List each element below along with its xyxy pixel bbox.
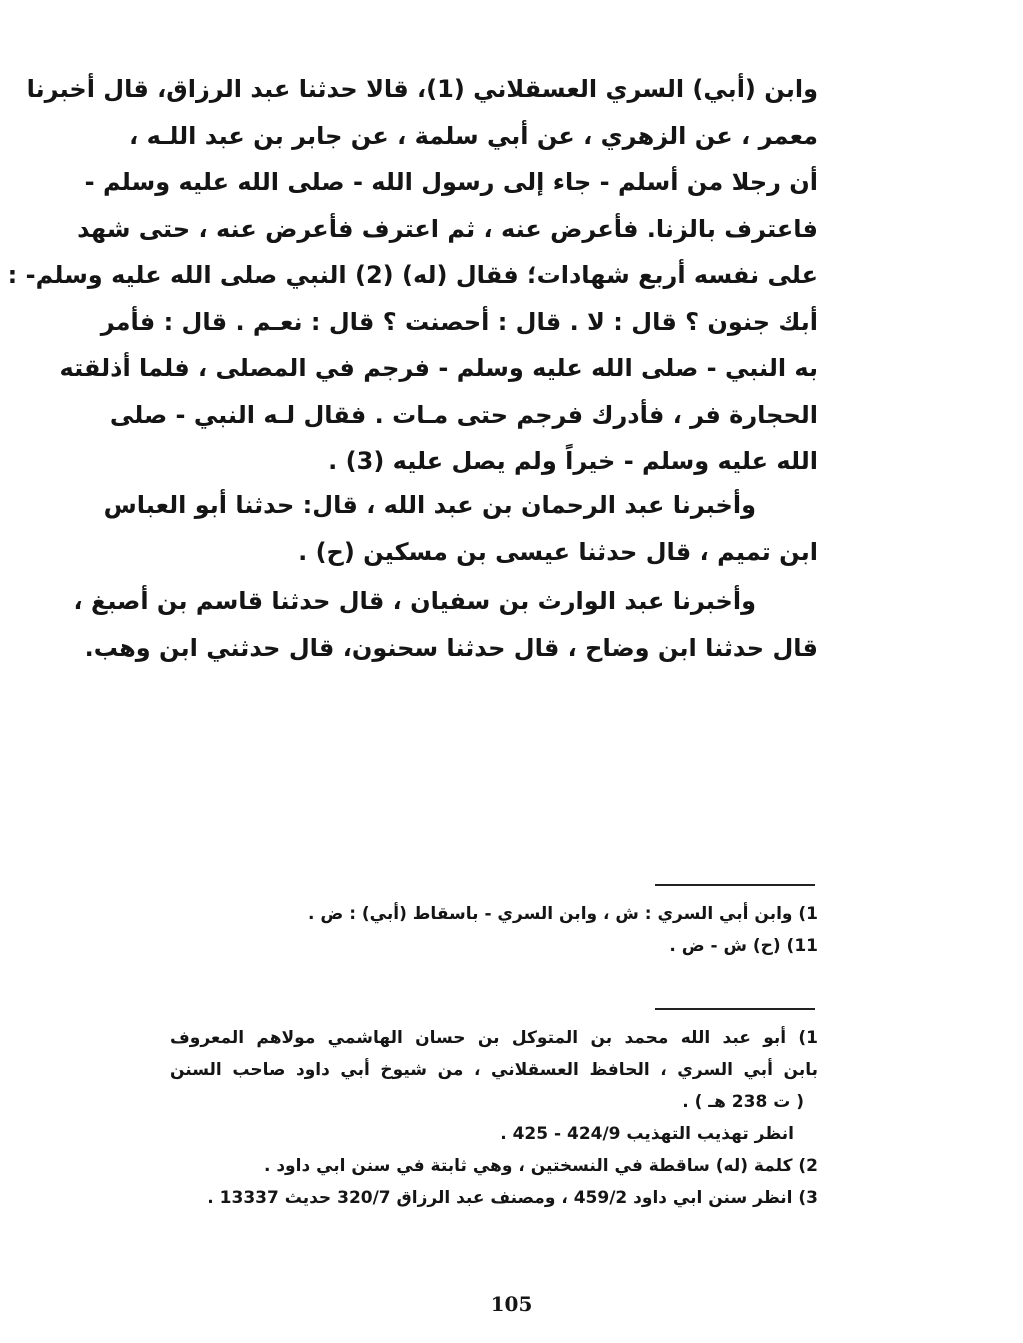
text-line: أبك جنون ؟ قال : لا . قال : أحصنت ؟ قال : نعـم . قال : فأمر xyxy=(100,307,818,336)
text-line: قال حدثنا ابن وضاح ، قال حدثنا سحنون، قال حدثني ابن وهب. xyxy=(84,633,818,662)
footnote-1-line: ( ت 238 هـ ) . xyxy=(682,1092,804,1112)
text-line: وأخبرنا عبد الوارث بن سفيان ، قال حدثنا قاسم بن أصبغ ، xyxy=(73,587,756,615)
footnote-1-reference: انظر تهذيب التهذيب 424/9 - 425 . xyxy=(500,1124,794,1144)
text-line: فاعترف بالزنا. فأعرض عنه ، ثم اعترف فأعرض عنه ، حتى شهد xyxy=(77,214,818,243)
text-line: الحجارة فر ، فأدرك فرجم حتى مـات . فقال لـه النبي - صلى xyxy=(109,400,818,429)
footnote-2: 2) كلمة (له) ساقطة في النسختين ، وهي ثابتة في سنن ابي داود . xyxy=(263,1156,818,1176)
footnotes-divider xyxy=(655,1008,815,1010)
text-line: الله عليه وسلم - خيراً ولم يصل عليه (3) . xyxy=(328,447,818,475)
footnotes xyxy=(170,1022,822,1214)
text-line: على نفسه أربع شهادات؛ فقال (له) (2) النبي صلى الله عليه وسلم- : xyxy=(7,261,818,289)
footnote-1-line: 1) أبو عبد الله محمد بن المتوكل بن حسان الهاشمي مولاهم المعروف xyxy=(170,1028,818,1048)
text-line: وأخبرنا عبد الرحمان بن عبد الله ، قال: حدثنا أبو العباس xyxy=(103,491,756,519)
main-paragraph-1 xyxy=(7,66,818,485)
main-paragraph-3 xyxy=(73,578,818,671)
text-line: به النبي - صلى الله عليه وسلم - فرجم في المصلى ، فلما أذلقته xyxy=(59,354,818,382)
text-line: ابن تميم ، قال حدثنا عيسى بن مسكين (ح) . xyxy=(298,537,818,566)
page-number: 105 xyxy=(490,1292,533,1316)
variant-note: 11) (ح) ش - ض . xyxy=(669,936,818,956)
text-line: وابن (أبي) السري العسقلاني (1)، قالا حدثنا عبد الرزاق، قال أخبرنا xyxy=(26,75,818,103)
main-paragraph-2 xyxy=(103,482,818,575)
text-line: أن رجلا من أسلم - جاء إلى رسول الله - صلى الله عليه وسلم - xyxy=(84,168,818,196)
text-line: معمر ، عن الزهري ، عن أبي سلمة ، عن جابر بن عبد اللـه ، xyxy=(129,121,818,150)
variants-divider xyxy=(655,884,815,886)
variant-note: 1) وابن أبي السري : ش ، وابن السري - باسقاط (أبي) : ض . xyxy=(308,904,818,924)
manuscript-variants xyxy=(170,898,822,962)
footnote-1-line: بابن أبي السري ، الحافظ العسقلاني ، من شيوخ أبي داود صاحب السنن xyxy=(170,1060,818,1080)
footnote-3: 3) انظر سنن ابي داود 459/2 ، ومصنف عبد الرزاق 320/7 حديث 13337 . xyxy=(207,1188,818,1208)
